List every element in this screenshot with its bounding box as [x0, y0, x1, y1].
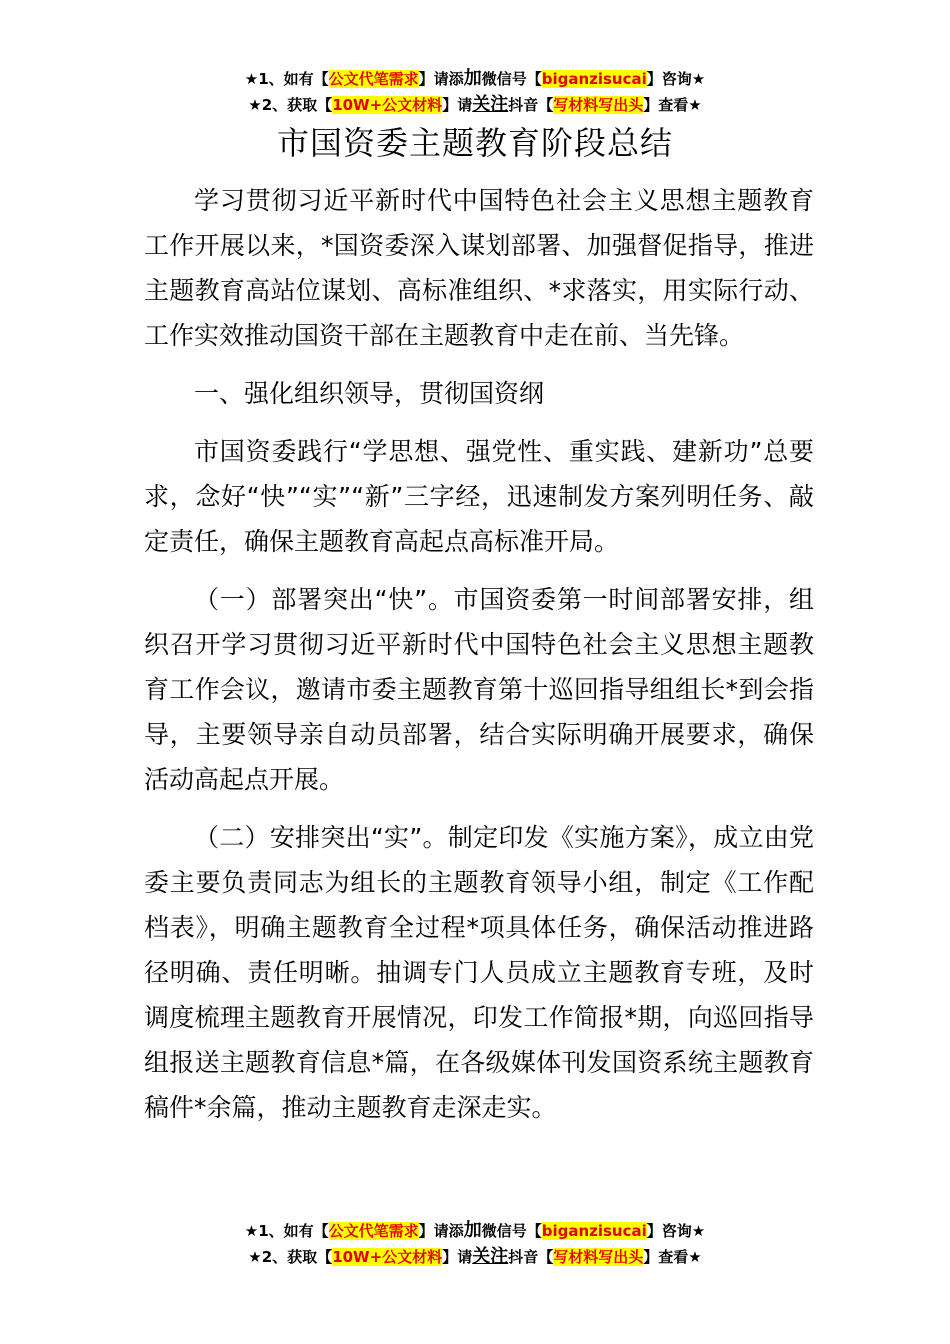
document-title: 市国资委主题教育阶段总结	[276, 124, 673, 162]
header-line-2: ★2、获取【10W+公文材料】请关注抖音【写材料写出头】查看★	[248, 94, 702, 115]
highlight-materials: 10W+公文材料	[332, 96, 443, 114]
highlight-wechat-id: biganzisucai	[541, 1222, 647, 1240]
header-line-1: ★1、如有【公文代笔需求】请添加微信号【biganzisucai】咨询★	[244, 68, 706, 89]
highlight-wechat-id: biganzisucai	[541, 70, 647, 88]
header-banner	[0, 66, 950, 118]
highlight-douyin: 写材料写出头	[553, 1248, 644, 1266]
highlight-service: 公文代笔需求	[328, 70, 419, 88]
section-heading-1: 一、强化组织领导，贯彻国资纲	[194, 379, 545, 408]
footer-line-2: ★2、获取【10W+公文材料】请关注抖音【写材料写出头】查看★	[248, 1246, 702, 1267]
paragraph-section-1: 市国资委践行“学思想、强党性、重实践、建新功”总要求，念好“快”“实”“新”三字经，迅速制发方案列明任务、敲定责任，确保主题教育高起点高标准开局。	[144, 437, 814, 556]
paragraph-intro: 学习贯彻习近平新时代中国特色社会主义思想主题教育工作开展以来，*国资委深入谋划部署、加强督促指导，推进主题教育高站位谋划、高标准组织、*求落实，用实际行动、工作实效推动国资干部在主题教育中走在前、当先锋。	[144, 186, 814, 350]
highlight-douyin: 写材料写出头	[553, 96, 644, 114]
paragraph-subsection-2: （二）安排突出“实”。制定印发《实施方案》，成立由党委主要负责同志为组长的主题教育领导小组，制定《工作配档表》，明确主题教育全过程*项具体任务，确保活动推进路径明确、责任明晰。抽调专门人员成立主题教育专班，及时调度梳理主题教育开展情况，印发工作简报*期，向巡回指导组报送主题教育信息*篇，在各级媒体刊发国资系统主题教育稿件*余篇，推动主题教育走深走实。	[144, 823, 814, 1122]
highlight-service: 公文代笔需求	[328, 1222, 419, 1240]
highlight-materials: 10W+公文材料	[332, 1248, 443, 1266]
paragraph-subsection-1: （一）部署突出“快”。市国资委第一时间部署安排，组织召开学习贯彻习近平新时代中国特色社会主义思想主题教育工作会议，邀请市委主题教育第十巡回指导组组长*到会指导，主要领导亲自动员部署，结合实际明确开展要求，确保活动高起点开展。	[144, 585, 814, 794]
document-body	[144, 178, 814, 1143]
footer-banner	[0, 1218, 950, 1270]
footer-line-1: ★1、如有【公文代笔需求】请添加微信号【biganzisucai】咨询★	[244, 1220, 706, 1241]
